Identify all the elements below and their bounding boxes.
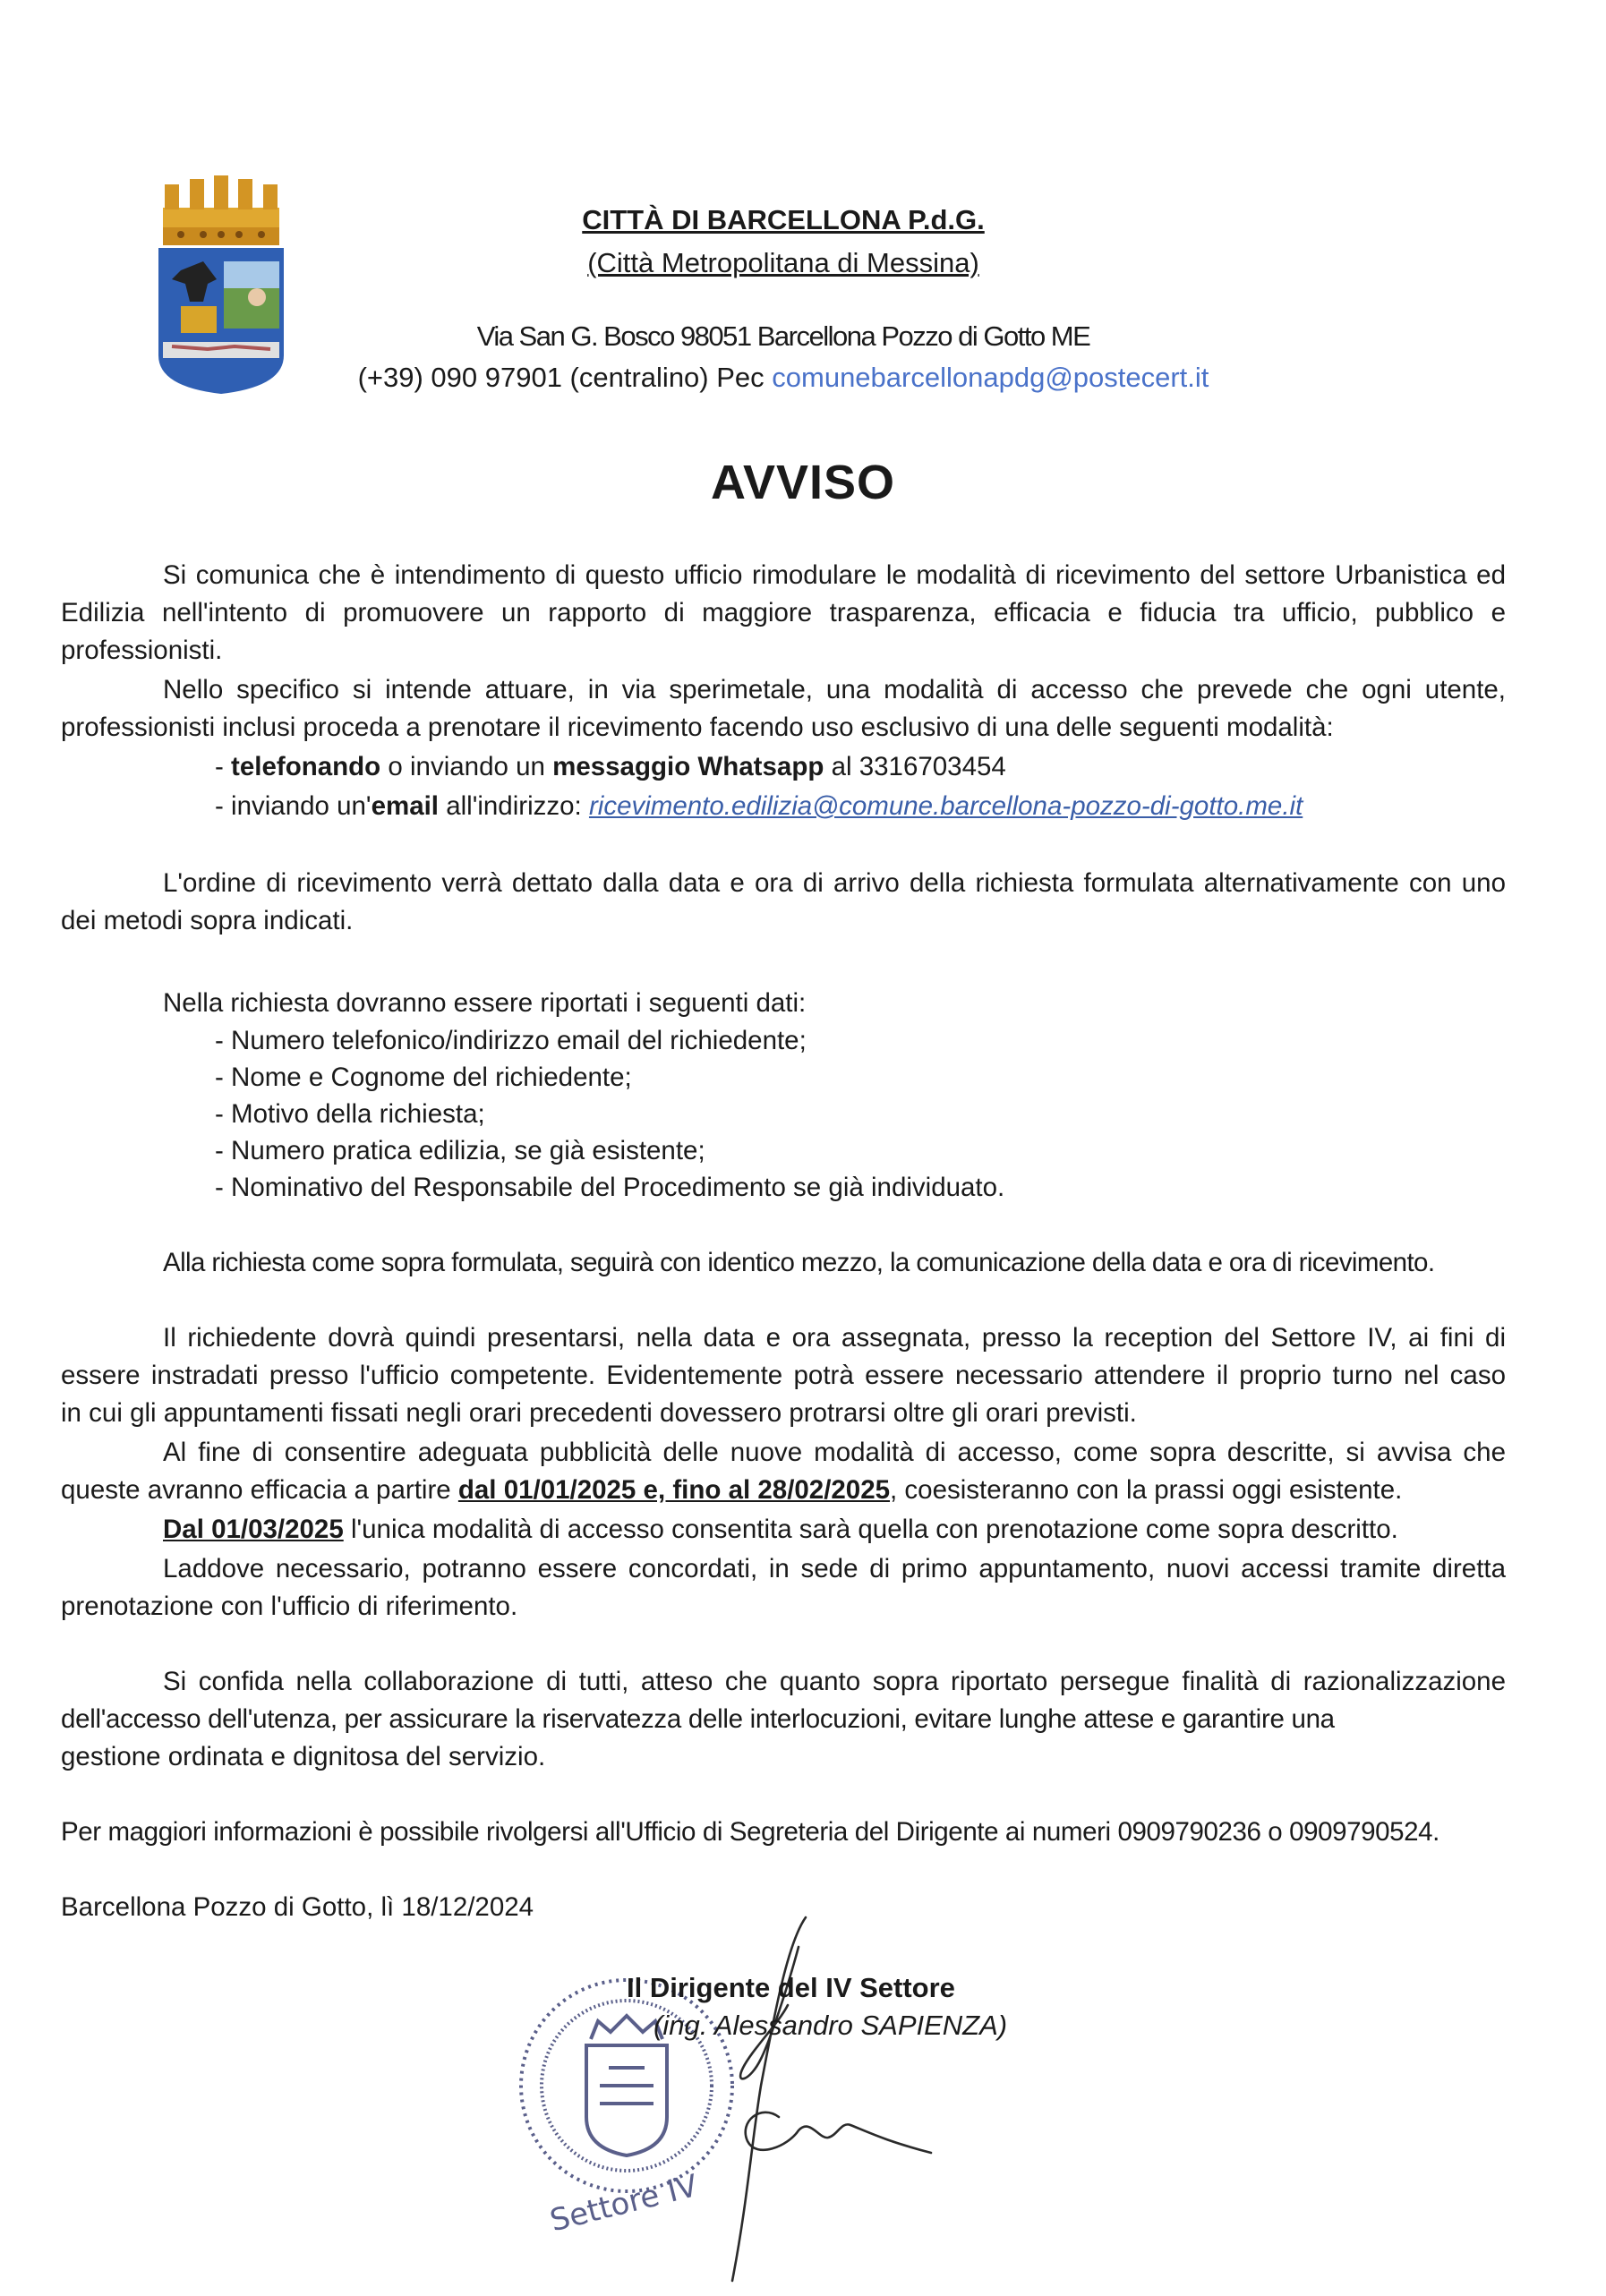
signer-role: Il Dirigente del IV Settore — [627, 1972, 955, 2003]
p8: Dal 01/03/2025 l'unica modalità di accesso consentita sarà quella con prenotazione come sopra descritto. — [163, 1515, 1398, 1544]
p7-line1: Al fine di consentire adeguata pubblicità delle nuove modalità di accesso, come sopra descritte, si avvisa che — [163, 1438, 1506, 1467]
option-email: - inviando un'email all'indirizzo: ricevimento.edilizia@comune.barcellona-pozzo-di-gotto.me.it — [215, 791, 1303, 821]
list-item: - Numero pratica edilizia, se già esistente; — [215, 1136, 705, 1165]
list-item: - Nome e Cognome del richiedente; — [215, 1063, 632, 1092]
p2-line2: professionisti inclusi proceda a prenotare il ricevimento facendo uso esclusivo di una delle seguenti modalità: — [61, 713, 1334, 742]
data-list-intro: Nella richiesta dovranno essere riportati i seguenti dati: — [163, 988, 807, 1018]
p10-line3: gestione ordinata e dignitosa del servizio. — [61, 1742, 546, 1771]
address-line: Via San G. Bosco 98051 Barcellona Pozzo di Gotto ME — [476, 320, 1090, 352]
data-list — [215, 1022, 1004, 1206]
p6-line3: in cui gli appuntamenti fissati negli orari precedenti dovessero protrarsi oltre gli orari previsti. — [61, 1398, 1137, 1428]
p5: Alla richiesta come sopra formulata, seguirà con identico mezzo, la comunicazione della data e ora di ricevimento. — [163, 1248, 1435, 1277]
list-item: - Numero telefonico/indirizzo email del richiedente; — [215, 1026, 807, 1055]
p7-line2: queste avranno efficacia a partire dal 01/01/2025 e, fino al 28/02/2025, coesisteranno con la prassi oggi esistente. — [61, 1475, 1403, 1505]
date-line: Barcellona Pozzo di Gotto, lì 18/12/2024 — [61, 1892, 534, 1922]
p1-line2: Edilizia nell'intento di promuovere un rapporto di maggiore trasparenza, efficacia e fiducia tra ufficio, pubblico e — [61, 598, 1506, 627]
effective-date: Dal 01/03/2025 — [163, 1515, 344, 1544]
p10-line1: Si confida nella collaborazione di tutti, atteso che quanto sopra riportato persegue finalità di razionalizzazione — [163, 1667, 1506, 1696]
transition-period: dal 01/01/2025 e, fino al 28/02/2025 — [457, 1475, 891, 1505]
p11: Per maggiori informazioni è possibile rivolgersi all'Ufficio di Segreteria del Dirigente ai numeri 0909790236 o 0909790524. — [61, 1817, 1439, 1847]
p6-line1: Il richiedente dovrà quindi presentarsi, nella data e ora assegnata, presso la reception del Settore IV, ai fini di — [163, 1323, 1506, 1353]
option-phone: - telefonando o inviando un messaggio Whatsapp al 3316703454 — [215, 752, 1006, 781]
signer-name: (ing. Alessandro SAPIENZA) — [654, 2010, 1008, 2041]
phone-text: (+39) 090 97901 (centralino) Pec — [357, 362, 773, 393]
stamp-and-signature — [466, 1907, 1003, 2292]
stamp-label: Settore IV — [546, 2167, 702, 2240]
contact-line — [269, 360, 1298, 396]
page-title: AVVISO — [710, 456, 896, 509]
p1-line1: Si comunica che è intendimento di questo ufficio rimodulare le modalità di ricevimento del settore Urbanistica ed — [163, 560, 1506, 590]
reception-email-link[interactable]: ricevimento.edilizia@comune.barcellona-pozzo-di-gotto.me.it — [588, 791, 1303, 821]
p9-line1: Laddove necessario, potranno essere concordati, in sede di primo appuntamento, nuovi accessi tramite diretta — [163, 1554, 1506, 1583]
p3-line2: dei metodi sopra indicati. — [61, 906, 354, 935]
p3-line1: L'ordine di ricevimento verrà dettato dalla data e ora di arrivo della richiesta formulata alternativamente con uno — [163, 868, 1506, 898]
p6-line2: essere instradati presso l'ufficio competente. Evidentemente potrà essere necessario attendere il proprio turno nel caso — [61, 1361, 1506, 1390]
p10-line2: dell'accesso dell'utenza, per assicurare la riservatezza delle interlocuzioni, evitare lunghe attese e garantire una — [61, 1704, 1335, 1734]
p9-line2: prenotazione con l'ufficio di riferimento. — [61, 1592, 518, 1621]
p2-line1: Nello specifico si intende attuare, in via sperimetale, una modalità di accesso che prevede che ogni utente, — [163, 675, 1506, 704]
p1-line3: professionisti. — [61, 636, 223, 665]
metro-name: (Città Metropolitana di Messina) — [587, 247, 979, 278]
pec-email-link[interactable]: comunebarcellonapdg@postecert.it — [772, 362, 1209, 393]
list-item: - Nominativo del Responsabile del Procedimento se già individuato. — [215, 1173, 1005, 1202]
list-item: - Motivo della richiesta; — [215, 1099, 485, 1129]
city-name: CITTÀ DI BARCELLONA P.d.G. — [582, 204, 985, 235]
